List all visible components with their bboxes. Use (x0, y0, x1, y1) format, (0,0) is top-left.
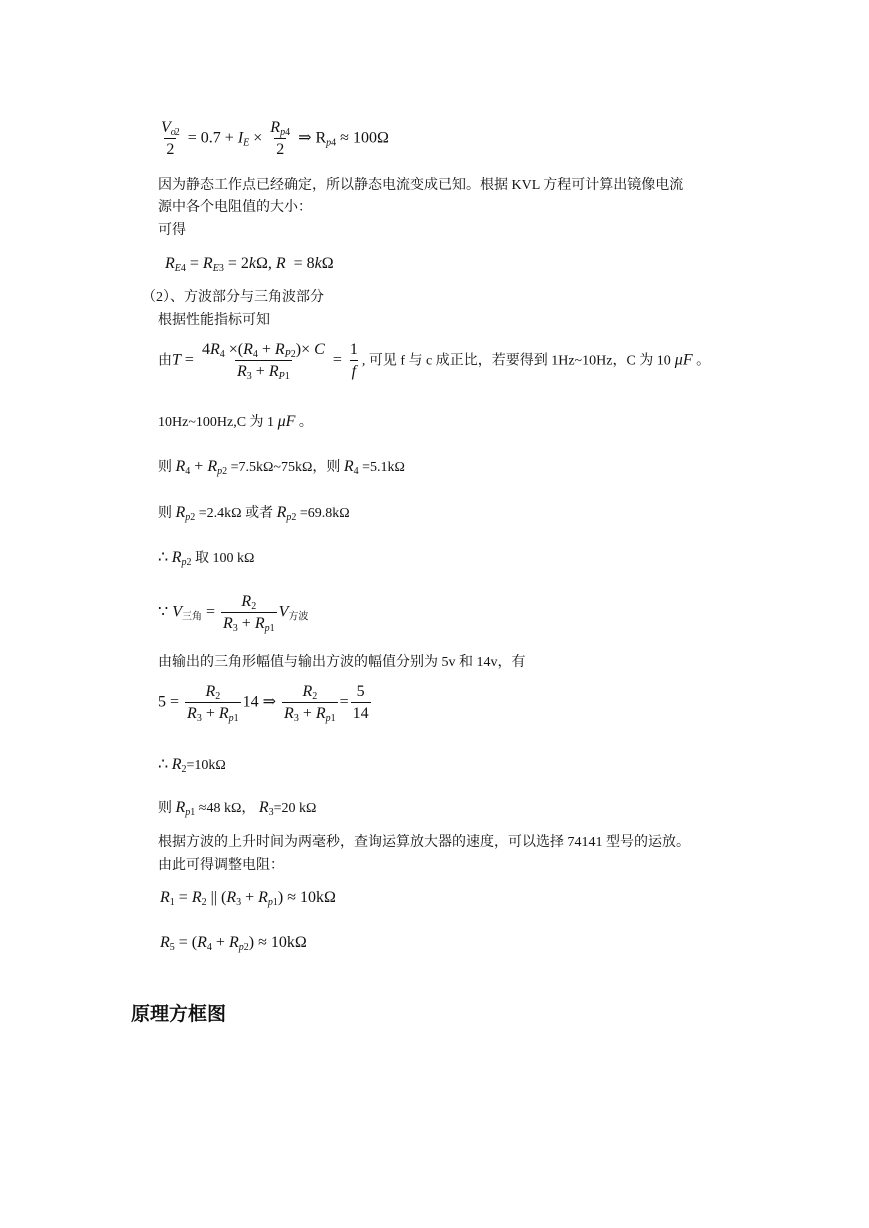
paragraph-2: 源中各个电阻值的大小： (158, 200, 312, 215)
equation-rp2-choice: ∴ $R_{p2}$ 取 100 kΩ (158, 549, 255, 568)
equation-amplitude-ratio: 5 = $\frac{R_2}{R_3 + R_{p1}}$ 14 ⇒ $\frac{R_2}{R_3 + R_{p1}}$ = $\frac{5}{14}$ (158, 683, 369, 724)
equation-r1: $R_1 = R_2$ || $(R_3 + R_{p1}) \approx 10k\Omega$ (160, 889, 336, 908)
equation-r4-rp2: 则 $R_4 + R_{p2}$ =7.5kΩ~75kΩ，则 $R_4 =5.1k\Omega$ (158, 458, 405, 477)
paragraph-5: 由输出的三角形幅值与输出方波的幅值分别为 5v 和 14v，有 (158, 655, 526, 670)
equation-v-triangle: ∵ $V_{三角}$ = $\frac{R_2}{R_3 + R_{p1}}$ $V_{方波}$ (158, 593, 309, 634)
equation-r2: ∴ $R_2=10k\Omega$ (158, 756, 226, 775)
section-heading-2: （2）、方波部分与三角波部分 (142, 290, 324, 305)
equation-r5: $R_5 = (R_4 + R_{p2}) \approx 10k\Omega$ (160, 934, 307, 953)
paragraph-6: 根据方波的上升时间为两毫秒，查询运算放大器的速度，可以选择 74141 型号的运放。 (158, 835, 690, 850)
equation-rp2-values: 则 $R_{p2} =2.4k\Omega$ 或者 $R_{p2} =69.8k\Omega$ (158, 504, 350, 523)
paragraph-3: 可得 (158, 223, 186, 238)
equation-vo2: $\frac{V_{o2}}{2}$ = $0.7 + I_E$ × $\frac{R_{p4}}{2}$ ⇒ $R_{p4} \approx 100\Omega$ (161, 119, 389, 158)
equation-rp1-r3: 则 $R_{p1} \approx 48$ kΩ， $R_3=20$ kΩ (158, 799, 317, 818)
paragraph-1: 因为静态工作点已经确定，所以静态电流变成已知。根据 KVL 方程可计算出镜像电流 (158, 178, 684, 193)
section-heading-block-diagram: 原理方框图 (131, 1003, 227, 1025)
equation-period: 由T = $\frac{4R_4 \times(R_4 + R_{P2})\times C}{R_3 + R_{P1}}$ = $\frac{1}{f}$ , 可见 f 与 c 成正比，若要得到 1Hz~10Hz，C 为 10 μF 。 (158, 341, 711, 382)
equation-re: $R_{E4} = R_{E3} = 2k\Omega$, R = 8kΩ (165, 255, 334, 274)
capacitor-range-2: 10Hz~100Hz,C 为 1 μF 。 (158, 413, 313, 430)
paragraph-4: 根据性能指标可知 (158, 313, 270, 328)
paragraph-7: 由此可得调整电阻： (158, 858, 284, 873)
